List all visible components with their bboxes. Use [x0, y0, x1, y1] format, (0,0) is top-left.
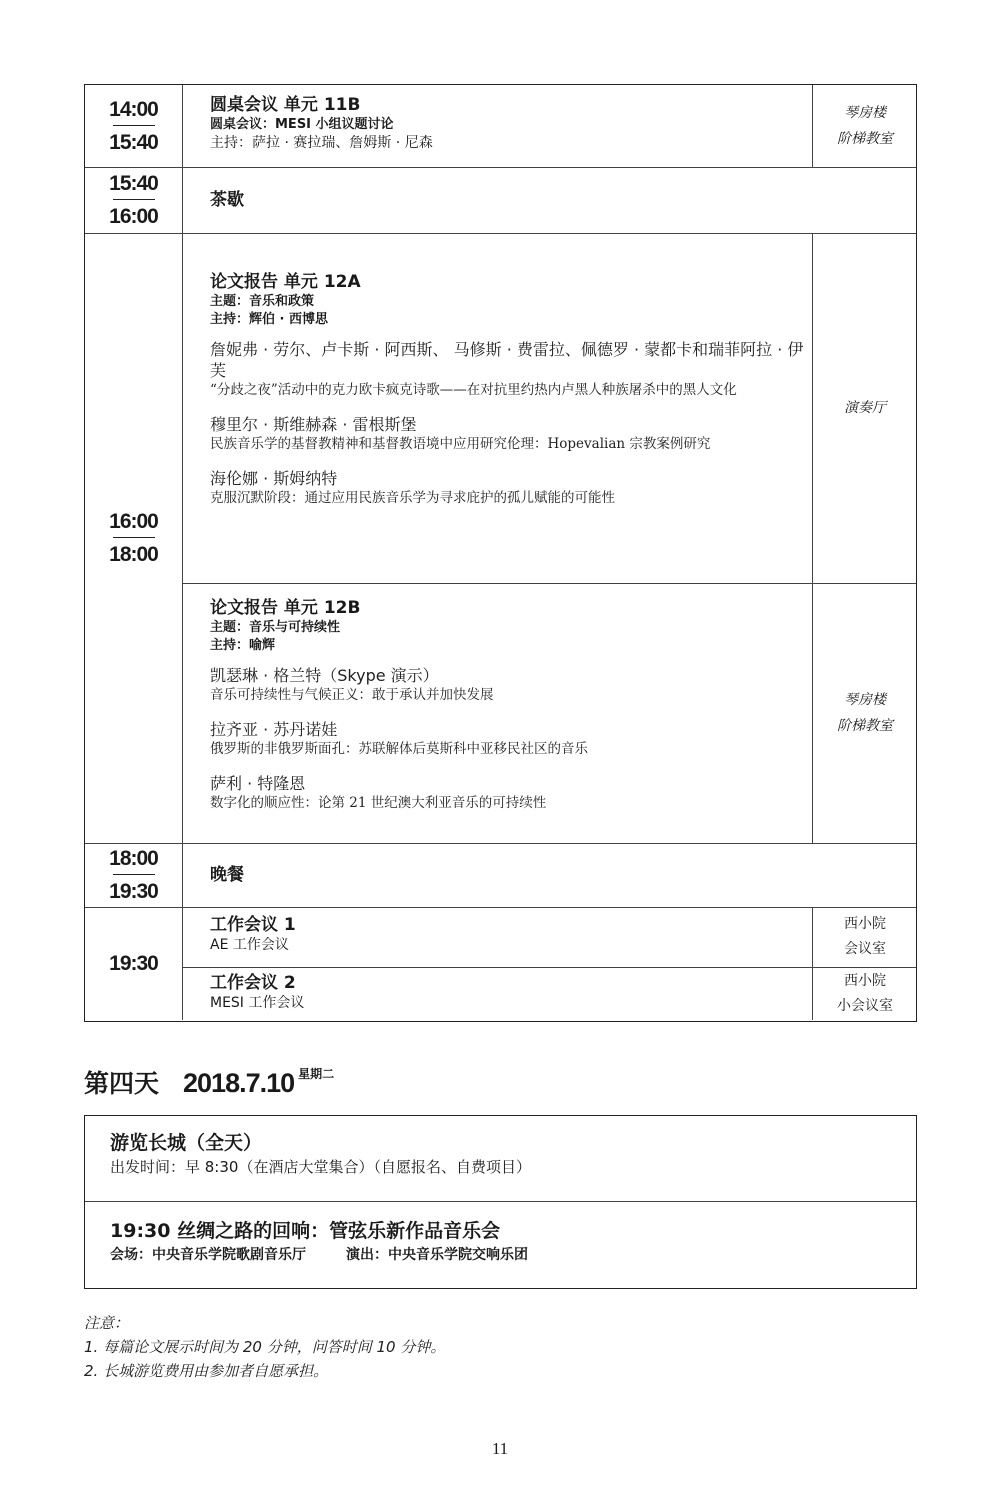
- time-separator: [113, 125, 155, 126]
- venue-12a: [813, 233, 917, 583]
- row-divider-12a-12b: [182, 583, 916, 584]
- paper-title: 俄罗斯的非俄罗斯面孔：苏联解体后莫斯科中亚移民社区的音乐: [210, 741, 588, 757]
- great-wall-tour: [110, 1130, 896, 1178]
- concert-venue: 会场：中央音乐学院歌剧音乐厅: [110, 1247, 306, 1263]
- session-topic: 主题：音乐与可持续性: [210, 620, 341, 635]
- time-slot-1930: [85, 907, 182, 1020]
- session-subtitle: AE 工作会议: [210, 937, 289, 953]
- paper-title: “分歧之夜”活动中的克力欧卡疯克诗歌——在对抗里约热内卢黑人种族屠杀中的黑人文化: [210, 382, 737, 398]
- time-end: 16:00: [109, 205, 158, 228]
- session-subtitle: MESI 工作会议: [210, 995, 305, 1011]
- session-topic: 主题：音乐和政策: [210, 294, 315, 309]
- concert-info: [110, 1244, 896, 1266]
- tea-break: [210, 189, 810, 211]
- paper-title: 克服沉默阶段：通过应用民族音乐学为寻求庇护的孤儿赋能的可能性: [210, 490, 615, 506]
- session-title: 晚餐: [210, 865, 244, 885]
- time-slot-1800: [85, 843, 182, 907]
- page-number: 11: [491, 1439, 509, 1458]
- time-slot-1600: [85, 233, 182, 843]
- row-divider-4: [85, 907, 916, 908]
- paper-author: 穆里尔 · 斯维赫森 · 雷根斯堡: [210, 415, 417, 434]
- concert-performer: 演出：中央音乐学院交响乐团: [346, 1247, 528, 1263]
- session-chair: 主持：萨拉 · 赛拉瑞、詹姆斯 · 尼森: [210, 135, 433, 151]
- concert: [110, 1218, 896, 1266]
- day-weekday: 星期二: [298, 1067, 335, 1081]
- time-start: 15:40: [109, 172, 158, 195]
- day4-divider: [85, 1201, 916, 1202]
- day-heading: [84, 1064, 334, 1100]
- session-subtitle: 圆桌会议：MESI 小组议题讨论: [210, 117, 394, 132]
- paper-author: 海伦娜 · 斯姆纳特: [210, 469, 338, 488]
- row-divider-3: [85, 843, 916, 844]
- venue-line-1: 西小院: [844, 972, 886, 989]
- venue-line-2: 阶梯教室: [837, 718, 893, 734]
- work-meeting-2: [210, 972, 810, 1012]
- time-start: 19:30: [109, 952, 158, 975]
- time-column-divider: [182, 85, 183, 1020]
- venue-12b: [813, 583, 917, 843]
- day-label: 第四天: [84, 1069, 160, 1098]
- time-start: 16:00: [109, 510, 158, 533]
- time-start: 14:00: [109, 98, 158, 121]
- row-divider-work-meetings: [182, 967, 916, 968]
- venue-line-1: 演奏厅: [844, 400, 886, 416]
- note-item: 2. 长城游览费用由参加者自愿承担。: [84, 1362, 329, 1380]
- session-title: 圆桌会议 单元 11B: [210, 95, 361, 115]
- row-divider-2: [85, 233, 916, 234]
- notes-heading: 注意：: [84, 1314, 130, 1332]
- venue-11b: [813, 85, 917, 167]
- venue-work-meeting-1: [813, 907, 917, 967]
- session-chair: 主持：辉伯 · 西博思: [210, 312, 328, 327]
- time-separator: [113, 874, 155, 875]
- paper-title: 音乐可持续性与气候正义：敢于承认并加快发展: [210, 687, 494, 703]
- session-chair: 主持：喻辉: [210, 638, 276, 653]
- tour-detail: 出发时间：早 8:30（在酒店大堂集合）（自愿报名、自费项目）: [110, 1158, 531, 1176]
- day-date: 2018.7.10: [183, 1068, 295, 1098]
- notes: [84, 1311, 445, 1383]
- venue-line-1: 琴房楼: [844, 105, 886, 121]
- paper-title: 数字化的顺应性：论第 21 世纪澳大利亚音乐的可持续性: [210, 795, 547, 811]
- venue-line-2: 阶梯教室: [837, 131, 893, 147]
- time-separator: [113, 199, 155, 200]
- time-start: 18:00: [109, 847, 158, 870]
- venue-line-2: 小会议室: [837, 997, 893, 1014]
- paper-author: 凯瑟琳 · 格兰特（Skype 演示）: [210, 666, 439, 685]
- dinner: [210, 864, 810, 886]
- paper-author: 萨利 · 特隆恩: [210, 774, 306, 793]
- session-title: 论文报告 单元 12A: [210, 272, 361, 292]
- venue-line-1: 琴房楼: [844, 692, 886, 708]
- time-end: 15:40: [109, 131, 158, 154]
- schedule-table: [84, 84, 917, 1022]
- paper-title: 民族音乐学的基督教精神和基督教语境中应用研究伦理：Hopevalian 宗教案例研究: [210, 436, 711, 452]
- session-12b: [210, 597, 810, 813]
- time-slot-1540: [85, 167, 182, 233]
- session-title: 论文报告 单元 12B: [210, 598, 361, 618]
- paper-author: 詹妮弗 · 劳尔、卢卡斯 · 阿西斯、 马修斯 · 费雷拉、佩德罗 · 蒙都卡和瑞菲阿拉 · 伊芙: [210, 340, 804, 380]
- note-item: 1. 每篇论文展示时间为 20 分钟，问答时间 10 分钟。: [84, 1338, 446, 1356]
- day4-schedule-box: [84, 1115, 917, 1289]
- paper-author: 拉齐亚 · 苏丹诺娃: [210, 720, 338, 739]
- time-slot-1400: [85, 85, 182, 167]
- session-title: 工作会议 1: [210, 915, 296, 935]
- row-divider-1: [85, 167, 916, 168]
- concert-title: 19:30 丝绸之路的回响：管弦乐新作品音乐会: [110, 1220, 501, 1242]
- session-title: 工作会议 2: [210, 973, 296, 993]
- time-separator: [113, 537, 155, 538]
- work-meeting-1: [210, 914, 810, 954]
- tour-title: 游览长城（全天）: [110, 1132, 263, 1154]
- venue-work-meeting-2: [813, 967, 917, 1020]
- session-11b: [210, 94, 810, 152]
- time-end: 18:00: [109, 543, 158, 566]
- session-title: 茶歇: [210, 190, 244, 210]
- venue-line-2: 会议室: [844, 941, 886, 957]
- time-end: 19:30: [109, 880, 158, 903]
- venue-line-1: 西小院: [844, 916, 886, 932]
- session-12a: [210, 271, 810, 508]
